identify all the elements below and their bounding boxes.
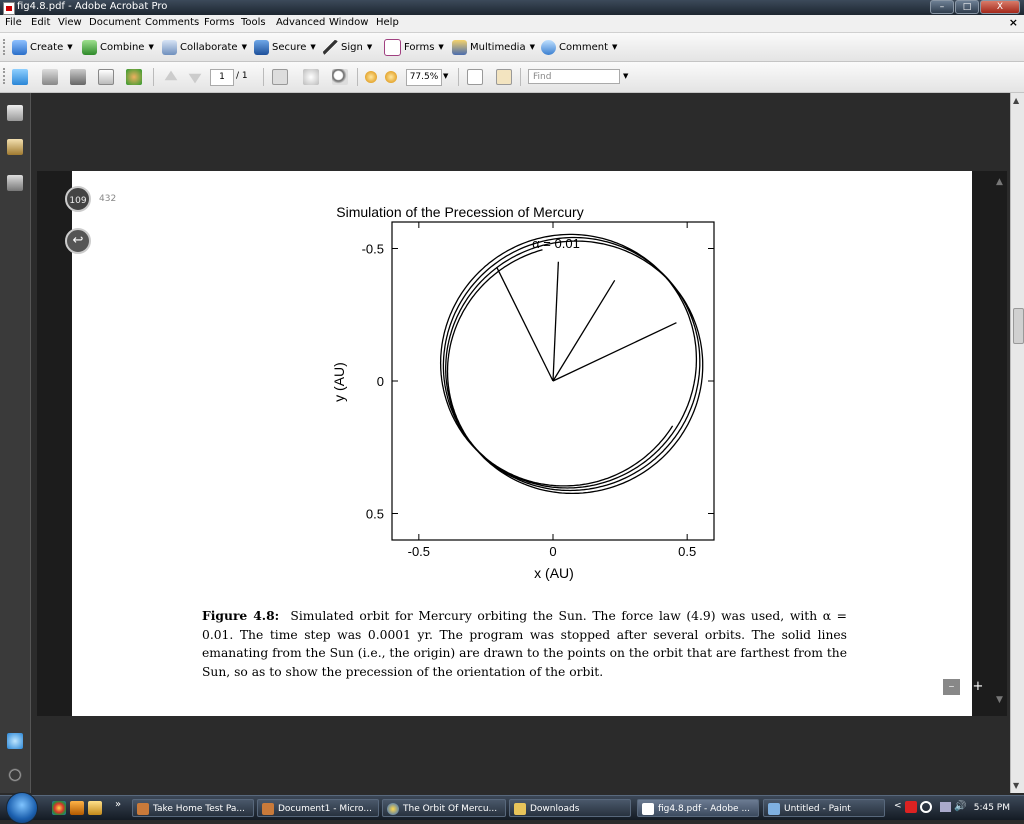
y-tick-label: -0.5: [361, 241, 384, 257]
task-label: Document1 - Micro...: [278, 804, 372, 814]
network-tray-icon[interactable]: [940, 802, 951, 812]
page-total-label: / 1: [236, 71, 248, 81]
toolbar-grip[interactable]: [3, 39, 8, 55]
multimedia-button[interactable]: Multimedia ▼: [452, 39, 535, 55]
secure-label: Secure: [272, 41, 307, 53]
save-icon[interactable]: [70, 69, 86, 85]
secure-button[interactable]: Secure ▼: [254, 39, 316, 55]
lock-icon: [254, 40, 269, 55]
create-button[interactable]: Create ▼: [12, 39, 73, 55]
zoom-level-input[interactable]: 77.5%: [406, 69, 442, 86]
tasks-toolbar: [0, 33, 1024, 62]
maximize-button[interactable]: □: [955, 0, 979, 14]
select-tool-icon[interactable]: [272, 69, 288, 85]
scroll-up-icon[interactable]: ▲: [1013, 96, 1020, 105]
chrome-quicklaunch-icon[interactable]: [52, 801, 66, 815]
menu-bar: [0, 15, 1024, 33]
task-take-home-test[interactable]: [132, 799, 254, 817]
explorer-quicklaunch-icon[interactable]: [88, 801, 102, 815]
task-orbit-of-mercury[interactable]: [382, 799, 506, 817]
system-tray: [890, 798, 1024, 818]
scroll-down-icon[interactable]: ▼: [1013, 781, 1020, 790]
page-count-label: 432: [99, 194, 117, 204]
create-label: Create: [30, 41, 64, 53]
upload-icon[interactable]: [126, 69, 142, 85]
multimedia-icon: [452, 40, 467, 55]
close-document-button[interactable]: ×: [1008, 16, 1018, 29]
comment-label: Comment: [559, 41, 608, 53]
task-label: The Orbit Of Mercu...: [403, 804, 498, 814]
forms-label: Forms: [404, 41, 435, 53]
collaborate-label: Collaborate: [180, 41, 238, 53]
menu-window[interactable]: Window: [329, 17, 369, 28]
forms-button[interactable]: Forms ▼: [384, 39, 444, 55]
previous-page-icon[interactable]: [163, 69, 179, 85]
bookmarks-panel-icon[interactable]: [7, 139, 23, 155]
quicklaunch-overflow-icon[interactable]: »: [115, 799, 122, 810]
y-tick-label: 0.5: [365, 506, 384, 522]
zoom-tool-icon[interactable]: [332, 69, 348, 85]
pages-panel-icon[interactable]: [7, 105, 23, 121]
comment-icon: [541, 40, 556, 55]
combine-button[interactable]: Combine ▼: [82, 39, 154, 55]
task-label: Untitled - Paint: [784, 804, 851, 814]
signatures-panel-icon[interactable]: [7, 175, 23, 191]
find-dropdown-icon[interactable]: ▼: [623, 72, 629, 80]
combine-icon: [82, 40, 97, 55]
menu-comments[interactable]: Comments: [145, 17, 200, 28]
task-label: Downloads: [530, 804, 580, 814]
figure-caption: [202, 607, 847, 681]
start-button[interactable]: [6, 792, 38, 824]
menu-document[interactable]: Document: [89, 17, 141, 28]
print-icon[interactable]: [42, 69, 58, 85]
menu-tools[interactable]: Tools: [241, 17, 266, 28]
clock: 5:45 PM: [973, 803, 1010, 813]
zoom-dropdown-icon[interactable]: ▼: [443, 72, 449, 80]
task-label: fig4.8.pdf - Adobe ...: [658, 804, 751, 814]
x-tick-label: 0.5: [678, 544, 697, 559]
close-button[interactable]: X: [980, 0, 1020, 14]
desktop-quicklaunch-icon[interactable]: [70, 801, 84, 815]
chart-annotation: α = 0.01: [532, 236, 580, 251]
pdf-page: [72, 171, 972, 716]
hand-tool-icon[interactable]: [303, 69, 319, 85]
zoom-plus-button[interactable]: +: [972, 679, 984, 694]
page-scroll-down-icon[interactable]: ▼: [996, 695, 1003, 705]
menu-forms[interactable]: Forms: [204, 17, 235, 28]
page-scroll-up-icon[interactable]: ▲: [996, 177, 1003, 187]
form-icon: [384, 39, 401, 56]
sync-tray-icon[interactable]: [920, 801, 932, 813]
comments-panel-icon[interactable]: [7, 733, 23, 749]
menu-help[interactable]: Help: [376, 17, 399, 28]
combine-label: Combine: [100, 41, 145, 53]
scroll-thumb[interactable]: [1013, 308, 1024, 344]
task-label: Take Home Test Pa...: [153, 804, 245, 814]
orbit-path: [441, 234, 703, 493]
task-downloads[interactable]: [509, 799, 631, 817]
page-number-badge: 109: [65, 186, 91, 212]
aphelion-line: [553, 262, 558, 381]
menu-edit[interactable]: Edit: [31, 17, 51, 28]
fit-width-icon[interactable]: [496, 69, 512, 85]
menu-view[interactable]: View: [58, 17, 82, 28]
caption-text: Simulated orbit for Mercury orbiting the Sun. The force law (4.9) was used, with α = 0.01. The time step was 0.0001 yr. The program was stopped after several orbits. The solid lines emanating from the Sun (i.e., the origin) are drawn to the points on the orbit that are farthest from the Sun, so as to show the precession of the orientation of the orbit.: [202, 609, 847, 679]
create-icon: [12, 40, 27, 55]
toolbar-grip[interactable]: [3, 68, 8, 84]
zoom-minus-button[interactable]: –: [943, 679, 960, 695]
navigation-panel: [0, 93, 31, 793]
aphelion-line: [497, 267, 553, 381]
next-page-icon[interactable]: [187, 69, 203, 85]
page-number-input[interactable]: 1: [210, 69, 234, 86]
attachments-panel-icon[interactable]: [7, 767, 23, 783]
acrobat-icon: [3, 2, 15, 15]
comment-button[interactable]: Comment ▼: [541, 39, 617, 55]
collaborate-button[interactable]: Collaborate ▼: [162, 39, 247, 55]
page-view-scrollbar[interactable]: [995, 171, 1007, 716]
open-icon[interactable]: [12, 69, 28, 85]
minimize-button[interactable]: –: [930, 0, 954, 14]
fit-page-icon[interactable]: [467, 69, 483, 85]
back-icon[interactable]: ↩: [65, 228, 91, 254]
caption-label: Figure 4.8:: [202, 608, 280, 623]
email-icon[interactable]: [98, 69, 114, 85]
zoom-in-icon[interactable]: [385, 71, 397, 83]
x-tick-label: 0: [549, 544, 557, 559]
navigation-toolbar: [0, 62, 1024, 93]
sign-label: Sign: [341, 41, 363, 53]
volume-icon[interactable]: 🔊: [954, 801, 967, 812]
task-document1[interactable]: [257, 799, 379, 817]
pen-icon: [323, 40, 338, 55]
task-acrobat[interactable]: [637, 799, 759, 817]
window-title: fig4.8.pdf - Adobe Acrobat Pro: [17, 1, 168, 12]
menu-file[interactable]: File: [5, 17, 22, 28]
chart-title: Simulation of the Precession of Mercury: [336, 204, 584, 220]
sign-button[interactable]: Sign ▼: [323, 39, 372, 55]
zoom-out-icon[interactable]: [365, 71, 377, 83]
y-axis-label: y (AU): [331, 362, 347, 402]
y-tick-label: 0: [376, 374, 384, 389]
x-axis-label: x (AU): [534, 565, 574, 581]
multimedia-label: Multimedia: [470, 41, 526, 53]
collaborate-icon: [162, 40, 177, 55]
task-paint[interactable]: [763, 799, 885, 817]
taskbar: [0, 795, 1024, 820]
document-scrollbar[interactable]: [1010, 93, 1024, 793]
find-input[interactable]: Find: [528, 69, 620, 84]
x-tick-label: -0.5: [407, 544, 431, 559]
window-titlebar: [0, 0, 1024, 15]
acrobat-tray-icon[interactable]: [905, 801, 917, 813]
menu-advanced[interactable]: Advanced: [276, 17, 326, 28]
tray-expand-icon[interactable]: <: [894, 801, 902, 811]
